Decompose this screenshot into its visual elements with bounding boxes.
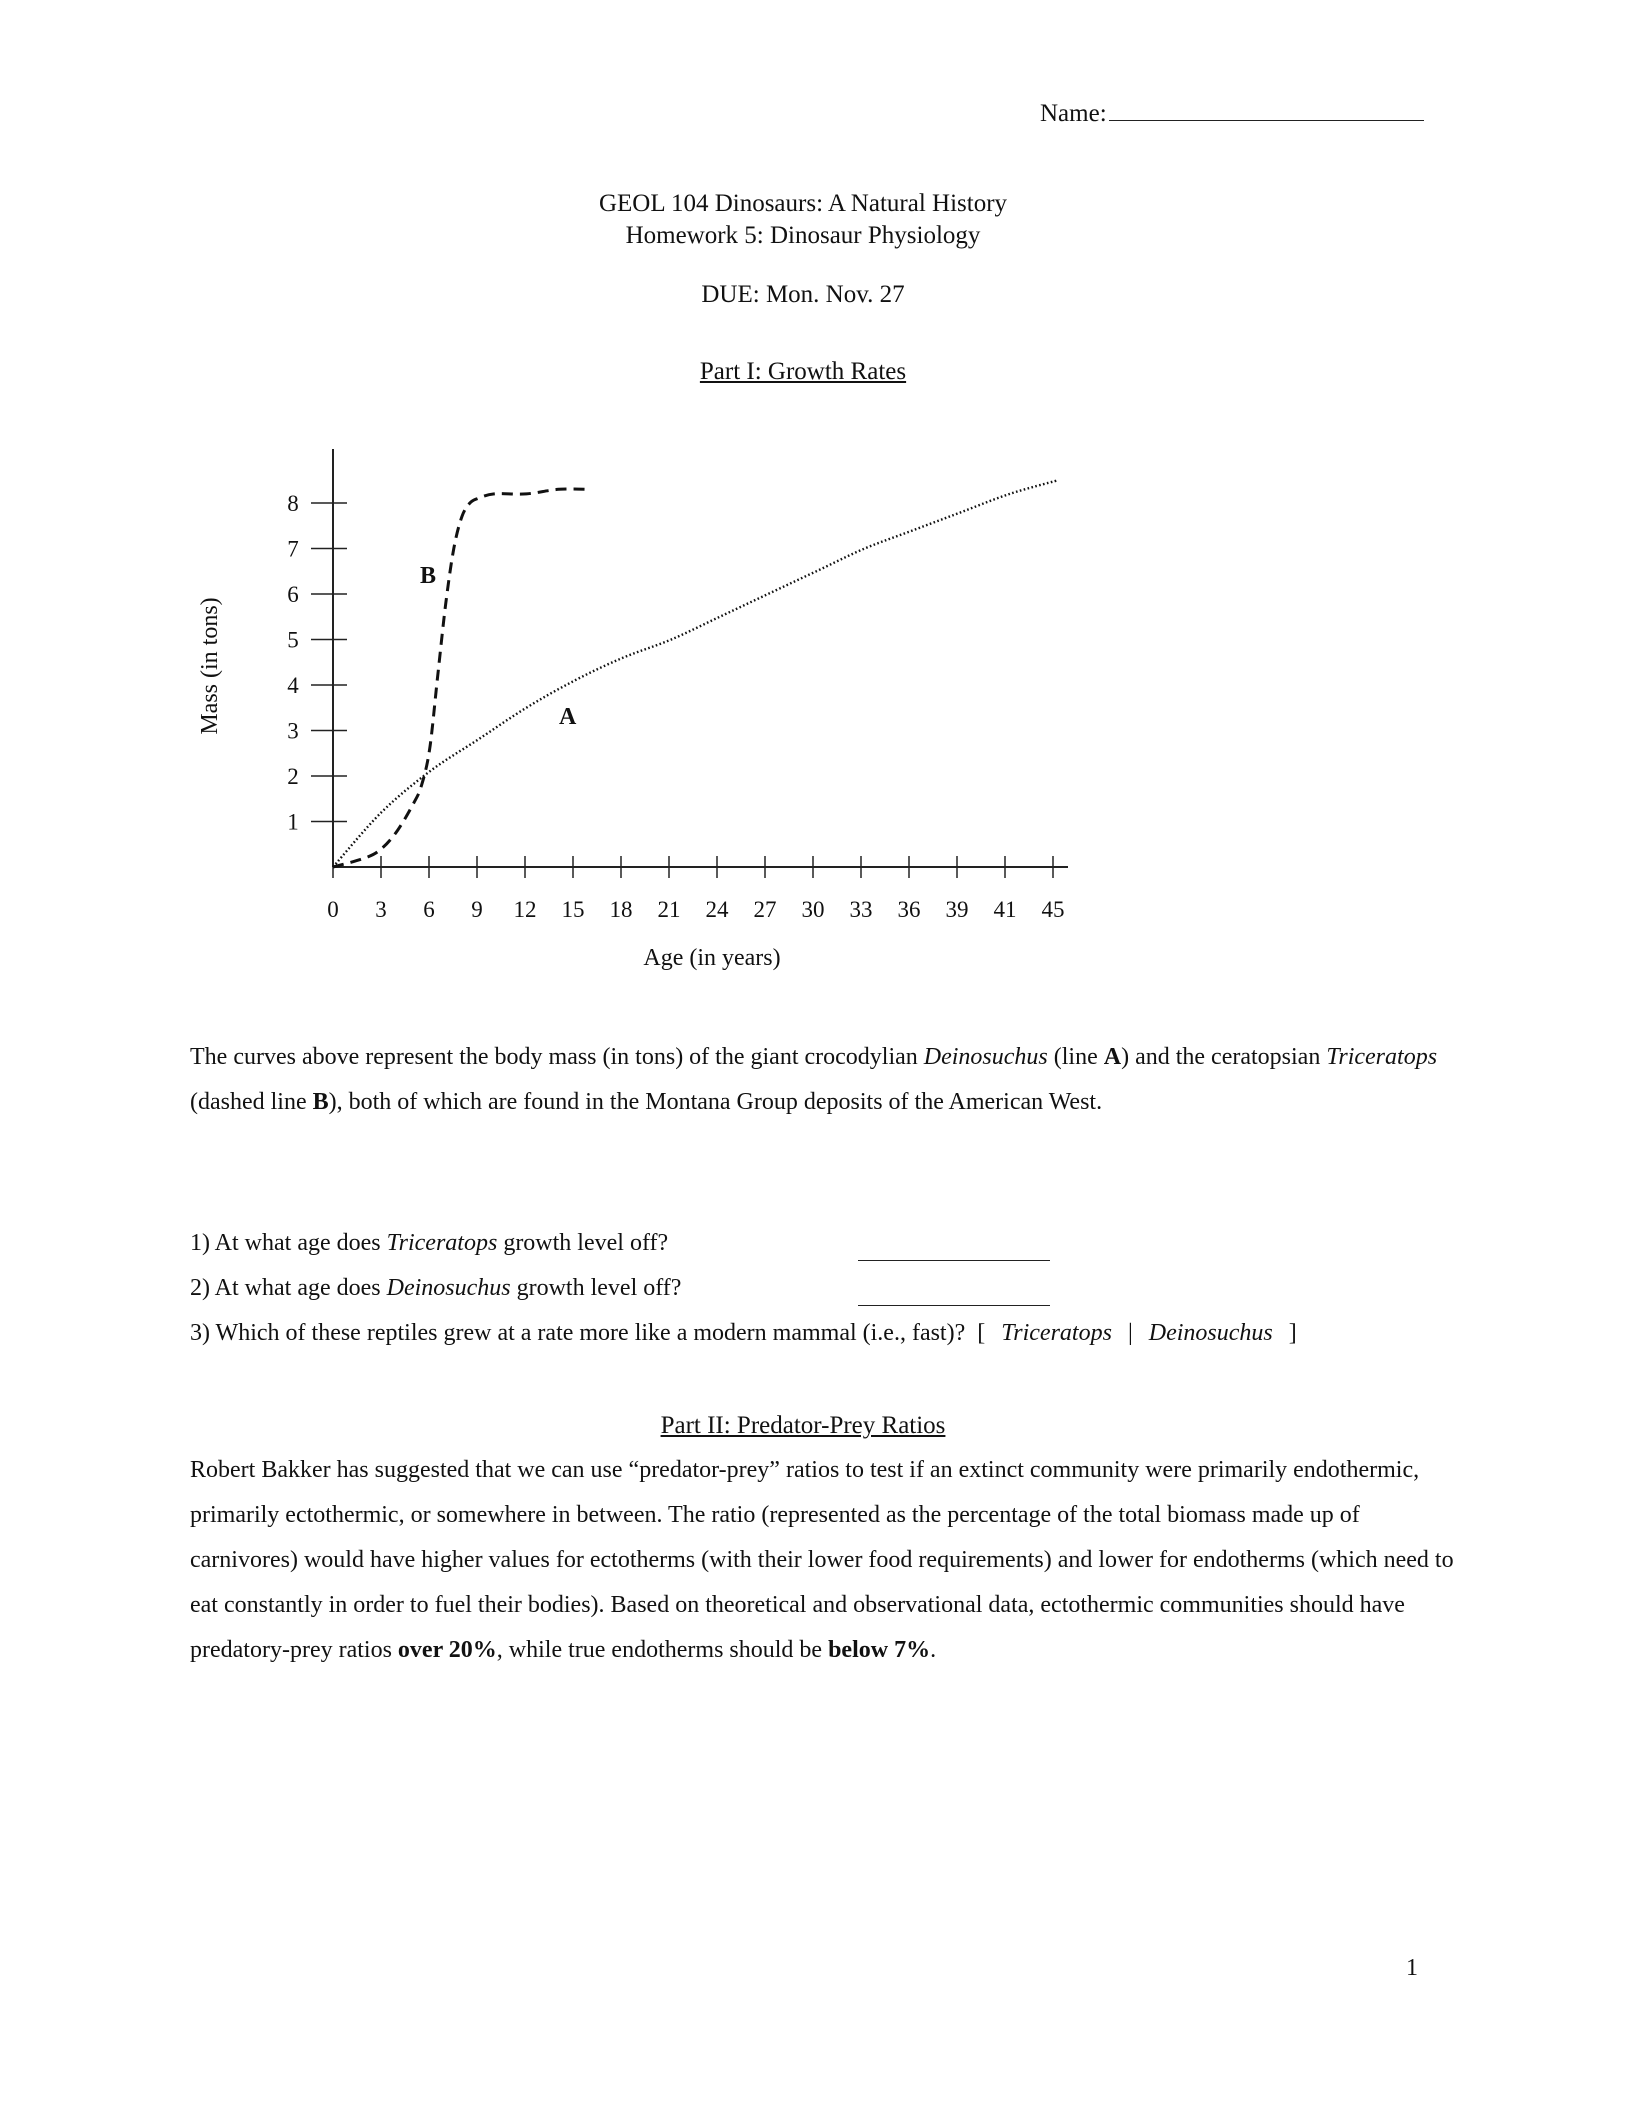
y-tick-label: 8 [287, 491, 299, 516]
x-tick-label: 9 [471, 897, 483, 922]
x-tick-label: 24 [705, 897, 729, 922]
question-2: 2) At what age does Deinosuchus growth level off? [190, 1275, 682, 1301]
x-tick-label: 39 [945, 897, 969, 922]
x-tick-label: 0 [327, 897, 339, 922]
series-b-line [333, 489, 591, 867]
part1-heading: Part I: Growth Rates [699, 358, 907, 385]
option-deinosuchus[interactable]: Deinosuchus [1148, 1320, 1273, 1346]
x-tick-label: 33 [849, 897, 873, 922]
y-tick-label: 7 [287, 536, 299, 562]
series-b-label: B [420, 563, 437, 589]
x-tick-label: 15 [561, 897, 585, 922]
x-axis-label: Age (in years) [643, 945, 781, 971]
series-a-line [333, 480, 1058, 867]
x-tick-label: 30 [801, 897, 825, 922]
y-tick-label: 5 [287, 627, 299, 653]
series-a-label: A [559, 704, 577, 730]
y-tick-label: 1 [287, 809, 299, 835]
y-tick-label: 4 [287, 673, 299, 698]
y-tick-label: 3 [287, 718, 299, 744]
due-date: DUE: Mon. Nov. 27 [701, 281, 905, 308]
page-number: 1 [1406, 1955, 1418, 1981]
y-tick-label: 6 [287, 582, 299, 607]
part2-paragraph: Robert Bakker has suggested that we can use “predator-prey” ratios to test if an extinct community were primarily endothermic, primarily ectothermic, or somewhere in between. The ratio (represented as the percentage of the total biomass made up of carnivores) would have higher values for ectotherms (with their lower food requirements) and lower for endotherms (which need to eat constantly in order to fuel their bodies). Based on theoretical and observational data, ectothermic communities should have predatory-prey ratios over 20%, while true endotherms should be below 7%. [190, 1457, 1454, 1663]
question-3: 3) Which of these reptiles grew at a rate more like a modern mammal (i.e., fast)? [ Triceratops | Deinosuchus ] [190, 1320, 1297, 1346]
deinosuchus-name: Deinosuchus [923, 1044, 1048, 1070]
x-tick-label: 41 [993, 897, 1017, 922]
x-tick-label: 45 [1041, 897, 1065, 922]
x-tick-label: 36 [897, 897, 921, 922]
name-field [1040, 96, 1424, 128]
x-tick-label: 3 [375, 897, 387, 922]
x-tick-label: 18 [609, 897, 633, 922]
name-label: Name: [1040, 100, 1107, 127]
x-tick-label: 27 [753, 897, 777, 922]
course-title: GEOL 104 Dinosaurs: A Natural History [598, 190, 1008, 217]
y-axis-label: Mass (in tons) [197, 597, 223, 735]
answer-line-2[interactable] [858, 1303, 1050, 1306]
y-tick-label: 2 [287, 764, 299, 789]
x-tick-label: 21 [657, 897, 681, 922]
option-triceratops[interactable]: Triceratops [1001, 1320, 1112, 1346]
answer-line-1[interactable] [858, 1258, 1050, 1261]
name-blank[interactable] [1109, 96, 1424, 121]
growth-chart [180, 430, 1090, 990]
question-1: 1) At what age does Triceratops growth level off? [190, 1230, 669, 1256]
part1-intro: The curves above represent the body mass (in tons) of the giant crocodylian Deinosuchus (line A) and the ceratopsian Triceratops (dashed line B), both of which are found in the Montana Group deposits of the American West. [190, 1044, 1438, 1115]
part2-heading: Part II: Predator-Prey Ratios [660, 1412, 946, 1439]
x-tick-label: 12 [513, 897, 537, 922]
homework-title: Homework 5: Dinosaur Physiology [625, 222, 981, 249]
triceratops-name: Triceratops [1326, 1044, 1438, 1070]
x-tick-label: 6 [423, 897, 435, 922]
